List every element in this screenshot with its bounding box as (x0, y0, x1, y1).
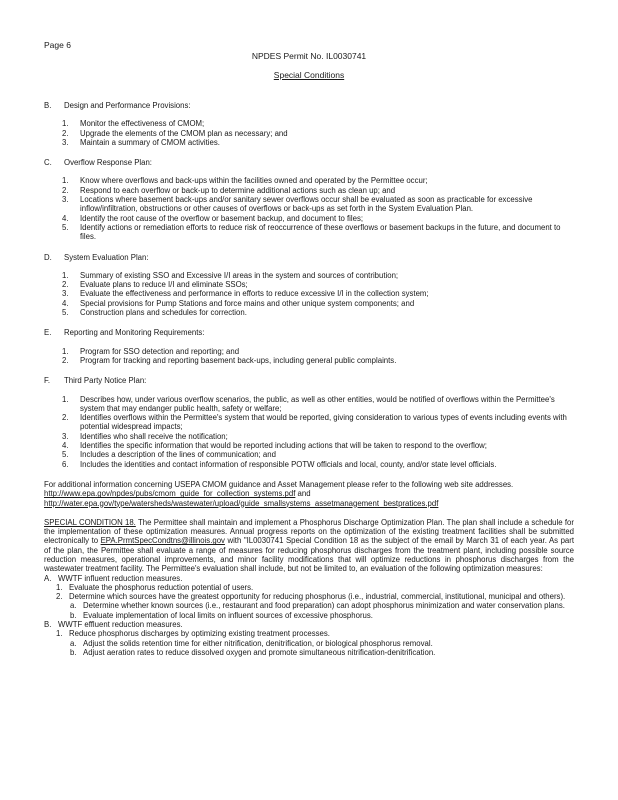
section-title-text: Reporting and Monitoring Requirements: (64, 328, 205, 338)
measure-b1 (44, 629, 574, 638)
list-item-text: Maintain a summary of CMOM activities. (80, 137, 220, 147)
measure-a1-text: Evaluate the phosphorus reduction potential of users. (69, 582, 254, 592)
section-letter: F. (44, 376, 51, 386)
list-item-number: 2. (62, 185, 69, 195)
list-item (62, 195, 574, 214)
section-list (44, 119, 574, 147)
list-item-number: 2. (62, 413, 69, 423)
section-letter: D. (44, 252, 52, 262)
list-item-text: Identifies who shall receive the notification; (80, 431, 228, 441)
list-item-text: Respond to each overflow or back-up to determine additional actions such as clean up; and (80, 185, 396, 195)
condition-text-2: with "IL0030741 Special Condition 18 as the subject of the email by March 31 of each year. As part of the plan, the Permittee shall evaluate a range of measures for reducing phosphorus discharges from the treatment plant, including possible source reduction measures, operational improvements, and minor facility modifications that will optimize reductions in phosphorus discharges from the wastewater treatment facility. The Permittee's evaluation shall include, but not be limited to, an evaluation of the following optimization measures: (44, 536, 574, 574)
measure-b1a-text: Adjust the solids retention time for either nitrification, denitrification, or biological phosphorus removal. (83, 638, 433, 648)
sections-list (44, 101, 574, 469)
measure-a (44, 574, 574, 583)
condition-label: SPECIAL CONDITION 18. (44, 517, 136, 527)
list-item-text: Special provisions for Pump Stations and force mains and other unique system components; and (80, 298, 415, 308)
list-item-number: 1. (62, 394, 69, 404)
asset-management-link[interactable]: http://water.epa.gov/type/watersheds/wastewater/upload/guide_smallsystems_assetmanagement_bestpratices.pdf (44, 498, 439, 508)
list-item-text: Know where overflows and back-ups within the facilities owned and operated by the Permittee occur; (80, 176, 428, 186)
measure-a2-text: Determine which sources have the greatest opportunity for reducing phosphorus (i.e., industrial, commercial, institutional, municipal and others). (69, 592, 566, 602)
list-item-text: Monitor the effectiveness of CMOM; (80, 119, 205, 129)
list-item-text: Locations where basement back-ups and/or sanitary sewer overflows occur shall be evaluated as soon as practicable for excessive inflow/infiltration, obstructions or other causes of overflows or back-ups as set forth in the System Evaluation Plan. (80, 195, 533, 214)
list-item (62, 441, 574, 450)
list-item (62, 432, 574, 441)
list-item-number: 4. (62, 213, 69, 223)
list-item-number: 5. (62, 222, 69, 232)
list-item (62, 395, 574, 414)
list-item (62, 186, 574, 195)
measure-a1 (44, 583, 574, 592)
measure-b1a (44, 639, 574, 648)
list-item-number: 3. (62, 431, 69, 441)
list-item (62, 129, 574, 138)
and-text: and (295, 489, 311, 499)
measure-b (44, 620, 574, 629)
measure-b-label: B. (44, 620, 52, 630)
list-item-number: 4. (62, 441, 69, 451)
list-item (62, 289, 574, 298)
list-item-number: 2. (62, 355, 69, 365)
section-list (44, 271, 574, 317)
list-item-number: 6. (62, 459, 69, 469)
section-heading (44, 328, 574, 337)
section-list (44, 395, 574, 469)
measure-b1b-label: b. (70, 647, 77, 657)
additional-info (44, 480, 574, 508)
section-list (44, 347, 574, 366)
section-letter: B. (44, 101, 52, 110)
list-item-text: Identifies the specific information that would be reported including actions that will be taken to respond to the overflow; (80, 441, 487, 451)
list-item (62, 176, 574, 185)
list-item-text: Evaluate the effectiveness and performance in efforts to reduce excessive I/I in the collection system; (80, 289, 429, 299)
list-item (62, 299, 574, 308)
list-item (62, 308, 574, 317)
list-item-number: 3. (62, 289, 69, 299)
measure-a2 (44, 592, 574, 601)
list-item-number: 3. (62, 137, 69, 147)
measure-a2a-label: a. (70, 601, 77, 611)
permit-number: NPDES Permit No. IL0030741 (251, 51, 367, 61)
list-item-number: 1. (62, 346, 69, 356)
measure-a2b-text: Evaluate implementation of local limits on influent sources of excessive phosphorus. (83, 610, 373, 620)
measure-a2a (44, 601, 574, 610)
list-item-number: 2. (62, 128, 69, 138)
list-item-text: Identify actions or remediation efforts to reduce risk of reoccurrence of these overflows or basement backups in the future, and document to files. (80, 222, 561, 242)
special-condition-18 (44, 518, 574, 574)
list-item (62, 138, 574, 147)
condition-text-1: The Permittee shall maintain and implement a Phosphorus Discharge Optimization Plan. The plan shall include a schedule for the implementation of these optimization measures. Annual progress reports on the optimization of the existing treatment facilities shall be submitted electronically to (44, 517, 574, 546)
section-letter: E. (44, 328, 52, 338)
measure-b1a-label: a. (70, 638, 77, 648)
measure-b1-label: 1. (56, 629, 63, 639)
list-item-number: 1. (62, 119, 69, 129)
section-title-text: Overflow Response Plan: (64, 158, 152, 168)
page-number: Page 6 (44, 40, 71, 50)
list-item (62, 271, 574, 280)
list-item-text: Upgrade the elements of the CMOM plan as necessary; and (80, 128, 288, 138)
list-item-text: Includes the identities and contact information of responsible POTW officials and local, county, and/or state level officials. (80, 459, 497, 469)
section-title-text: Third Party Notice Plan: (64, 376, 147, 386)
section-heading (44, 253, 574, 262)
list-item-text: Program for tracking and reporting basement back-ups, including general public complaints. (80, 355, 397, 365)
list-item-text: Includes a description of the lines of communication; and (80, 450, 276, 460)
list-item (62, 347, 574, 356)
list-item (62, 223, 574, 242)
measure-a2-label: 2. (56, 592, 63, 602)
section-letter: C. (44, 158, 52, 168)
list-item-text: Program for SSO detection and reporting; and (80, 346, 240, 356)
document-body (44, 101, 574, 657)
section-list (44, 176, 574, 241)
list-item-number: 5. (62, 308, 69, 318)
list-item-number: 1. (62, 176, 69, 186)
list-item-number: 2. (62, 280, 69, 290)
measure-b1b (44, 648, 574, 657)
measure-b-title: WWTF effluent reduction measures. (58, 620, 183, 630)
list-item-text: Identify the root cause of the overflow or basement backup, and document to files; (80, 213, 364, 223)
measure-a-label: A. (44, 573, 52, 583)
additional-info-text: For additional information concerning USEPA CMOM guidance and Asset Management please refer to the following web site addresses. (44, 479, 514, 489)
cmom-guide-link[interactable]: http://www.epa.gov/npdes/pubs/cmom_guide_for_collection_systems.pdf (44, 489, 296, 499)
measure-a2a-text: Determine whether known sources (i.e., restaurant and food preparation) can adopt phosphorus minimization and water conservation plans. (83, 601, 565, 611)
measure-a1-label: 1. (56, 582, 63, 592)
list-item (62, 460, 574, 469)
section-heading (44, 101, 574, 110)
list-item-number: 1. (62, 270, 69, 280)
email-link[interactable]: EPA.PrmtSpecCondtns@illinois.gov (100, 536, 225, 546)
list-item-text: Describes how, under various overflow scenarios, the public, as well as other entities, would be notified of overflows within the Permittee's system that may endanger public health, safety or welfare; (80, 394, 555, 413)
list-item (62, 450, 574, 459)
list-item (62, 119, 574, 128)
section-heading (44, 158, 574, 167)
section-title-text: Design and Performance Provisions: (64, 101, 191, 110)
list-item (62, 214, 574, 223)
list-item-number: 5. (62, 450, 69, 460)
list-item (62, 413, 574, 432)
list-item-number: 4. (62, 298, 69, 308)
measure-b1-text: Reduce phosphorus discharges by optimizing existing treatment processes. (69, 629, 330, 639)
list-item (62, 280, 574, 289)
section-title-text: System Evaluation Plan: (64, 252, 149, 262)
section-title: Special Conditions (273, 70, 345, 80)
measure-a-title: WWTF influent reduction measures. (58, 573, 183, 583)
list-item-text: Summary of existing SSO and Excessive I/I areas in the system and sources of contribution; (80, 270, 399, 280)
measure-a2b-label: b. (70, 610, 77, 620)
list-item-text: Identifies overflows within the Permittee's system that would be reported, giving consideration to various types of events including events with potential widespread impacts; (80, 413, 567, 432)
list-item-text: Evaluate plans to reduce I/I and eliminate SSOs; (80, 280, 248, 290)
list-item-text: Construction plans and schedules for correction. (80, 308, 247, 318)
list-item-number: 3. (62, 195, 69, 205)
section-heading (44, 376, 574, 385)
list-item (62, 356, 574, 365)
measure-b1b-text: Adjust aeration rates to reduce dissolved oxygen and promote simultaneous nitrification-denitrification. (83, 647, 436, 657)
measure-a2b (44, 611, 574, 620)
